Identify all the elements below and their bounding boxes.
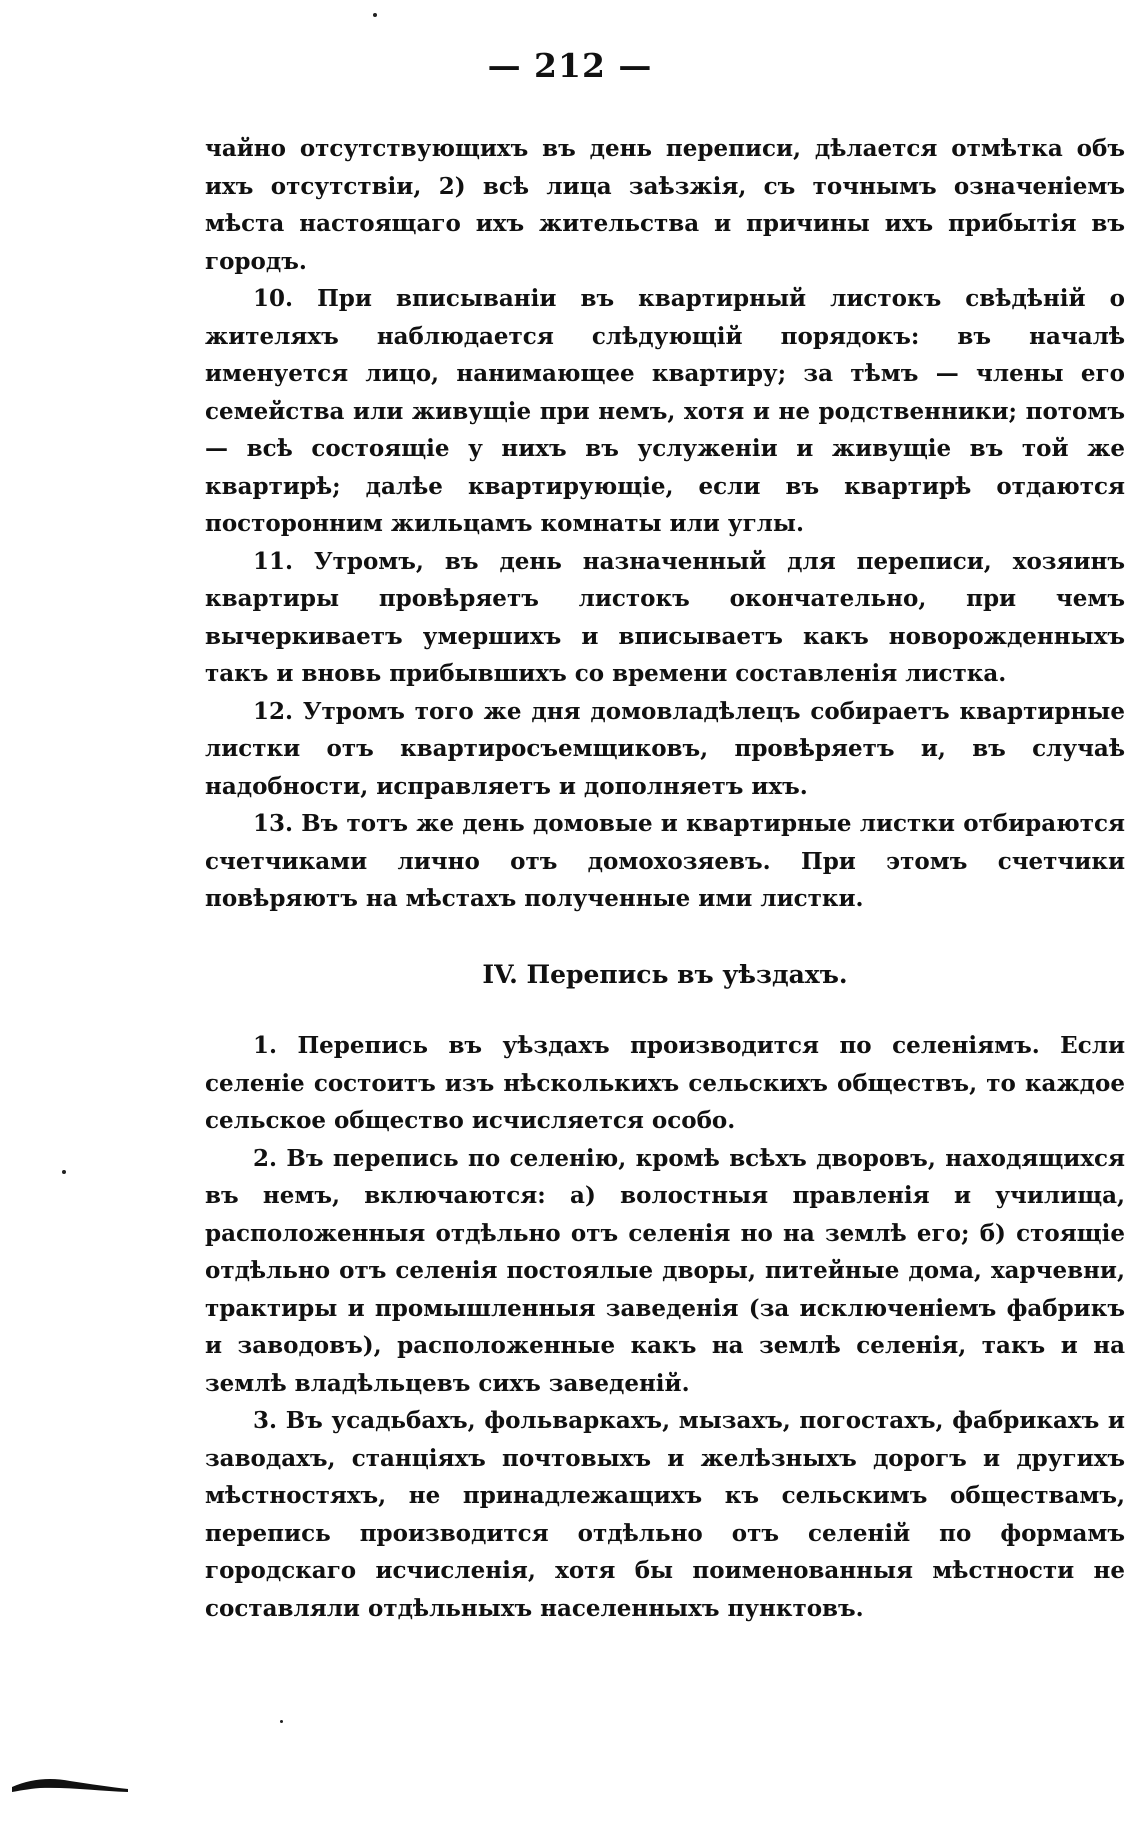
scan-ink-mark bbox=[10, 1775, 130, 1795]
paragraph-12: 12. Утромъ того же дня домовладѣлецъ собираетъ квартирные листки отъ квартиросъемщиковъ, провѣряетъ и, въ случаѣ надобности, исправляетъ и дополняетъ ихъ. bbox=[205, 697, 1125, 800]
paragraph-10: 10. При вписываніи въ квартирный листокъ свѣдѣній о жителяхъ наблюдается слѣдующій порядокъ: въ началѣ именуется лицо, нанимающее квартиру; за тѣмъ — члены его семейства или живущіе при немъ, хотя и не родственники; потомъ — всѣ состоящіе у нихъ въ услуженіи и живущіе въ той же квартирѣ; далѣе квартирующіе, если въ квартирѣ отдаются посторонним жильцамъ комнаты или углы. bbox=[205, 285, 1125, 537]
section-paragraph-2: 2. Въ перепись по селенію, кромѣ всѣхъ дворовъ, находящихся въ немъ, включаются: а) волостныя правленія и училища, расположенныя отдѣльно отъ селенія но на землѣ его; б) стоящіе отдѣльно отъ селенія постоялые дворы, питейные дома, харчевни, трактиры и промышленныя заведенія (за исключеніемъ фабрикъ и заводовъ), расположенные какъ на землѣ селенія, такъ и на землѣ владѣльцевъ сихъ заведеній. bbox=[205, 1144, 1125, 1397]
scan-speck bbox=[62, 1170, 66, 1174]
paragraph-13: 13. Въ тотъ же день домовые и квартирные листки отбираются счетчиками лично отъ домохозяевъ. При этомъ счетчики повѣряютъ на мѣстахъ полученные ими листки. bbox=[205, 810, 1125, 912]
paragraph-11: 11. Утромъ, въ день назначенный для переписи, хозяинъ квартиры провѣряетъ листокъ окончательно, при чемъ вычеркиваетъ умершихъ и вписываетъ какъ новорожденныхъ такъ и вновь прибывшихъ со времени составленія листка. bbox=[205, 547, 1125, 687]
section-heading: IV. Перепись въ уѣздахъ. bbox=[482, 959, 848, 989]
scan-speck bbox=[280, 1720, 283, 1723]
paragraph-continued: чайно отсутствующихъ въ день переписи, дѣлается отмѣтка объ ихъ отсутствіи, 2) всѣ лица заѣзжія, съ точнымъ означеніемъ мѣста настоящаго ихъ жительства и причины ихъ прибытія въ городъ. bbox=[205, 135, 1125, 275]
page-number: — 212 — bbox=[487, 46, 653, 85]
scan-speck bbox=[373, 13, 377, 17]
body-text bbox=[205, 130, 1125, 1627]
section-paragraph-1: 1. Перепись въ уѣздахъ производится по селеніямъ. Если селеніе состоитъ изъ нѣсколькихъ сельскихъ обществъ, то каждое сельское общество исчисляется особо. bbox=[205, 1032, 1125, 1134]
section-paragraph-3: 3. Въ усадьбахъ, фольваркахъ, мызахъ, погостахъ, фабрикахъ и заводахъ, станціяхъ почтовыхъ и желѣзныхъ дорогъ и другихъ мѣстностяхъ, не принадлежащихъ къ сельскимъ обществамъ, перепись производится отдѣльно отъ селеній по формамъ городскаго исчисленія, хотя бы поименованныя мѣстности не составляли отдѣльныхъ населенныхъ пунктовъ. bbox=[205, 1407, 1125, 1622]
